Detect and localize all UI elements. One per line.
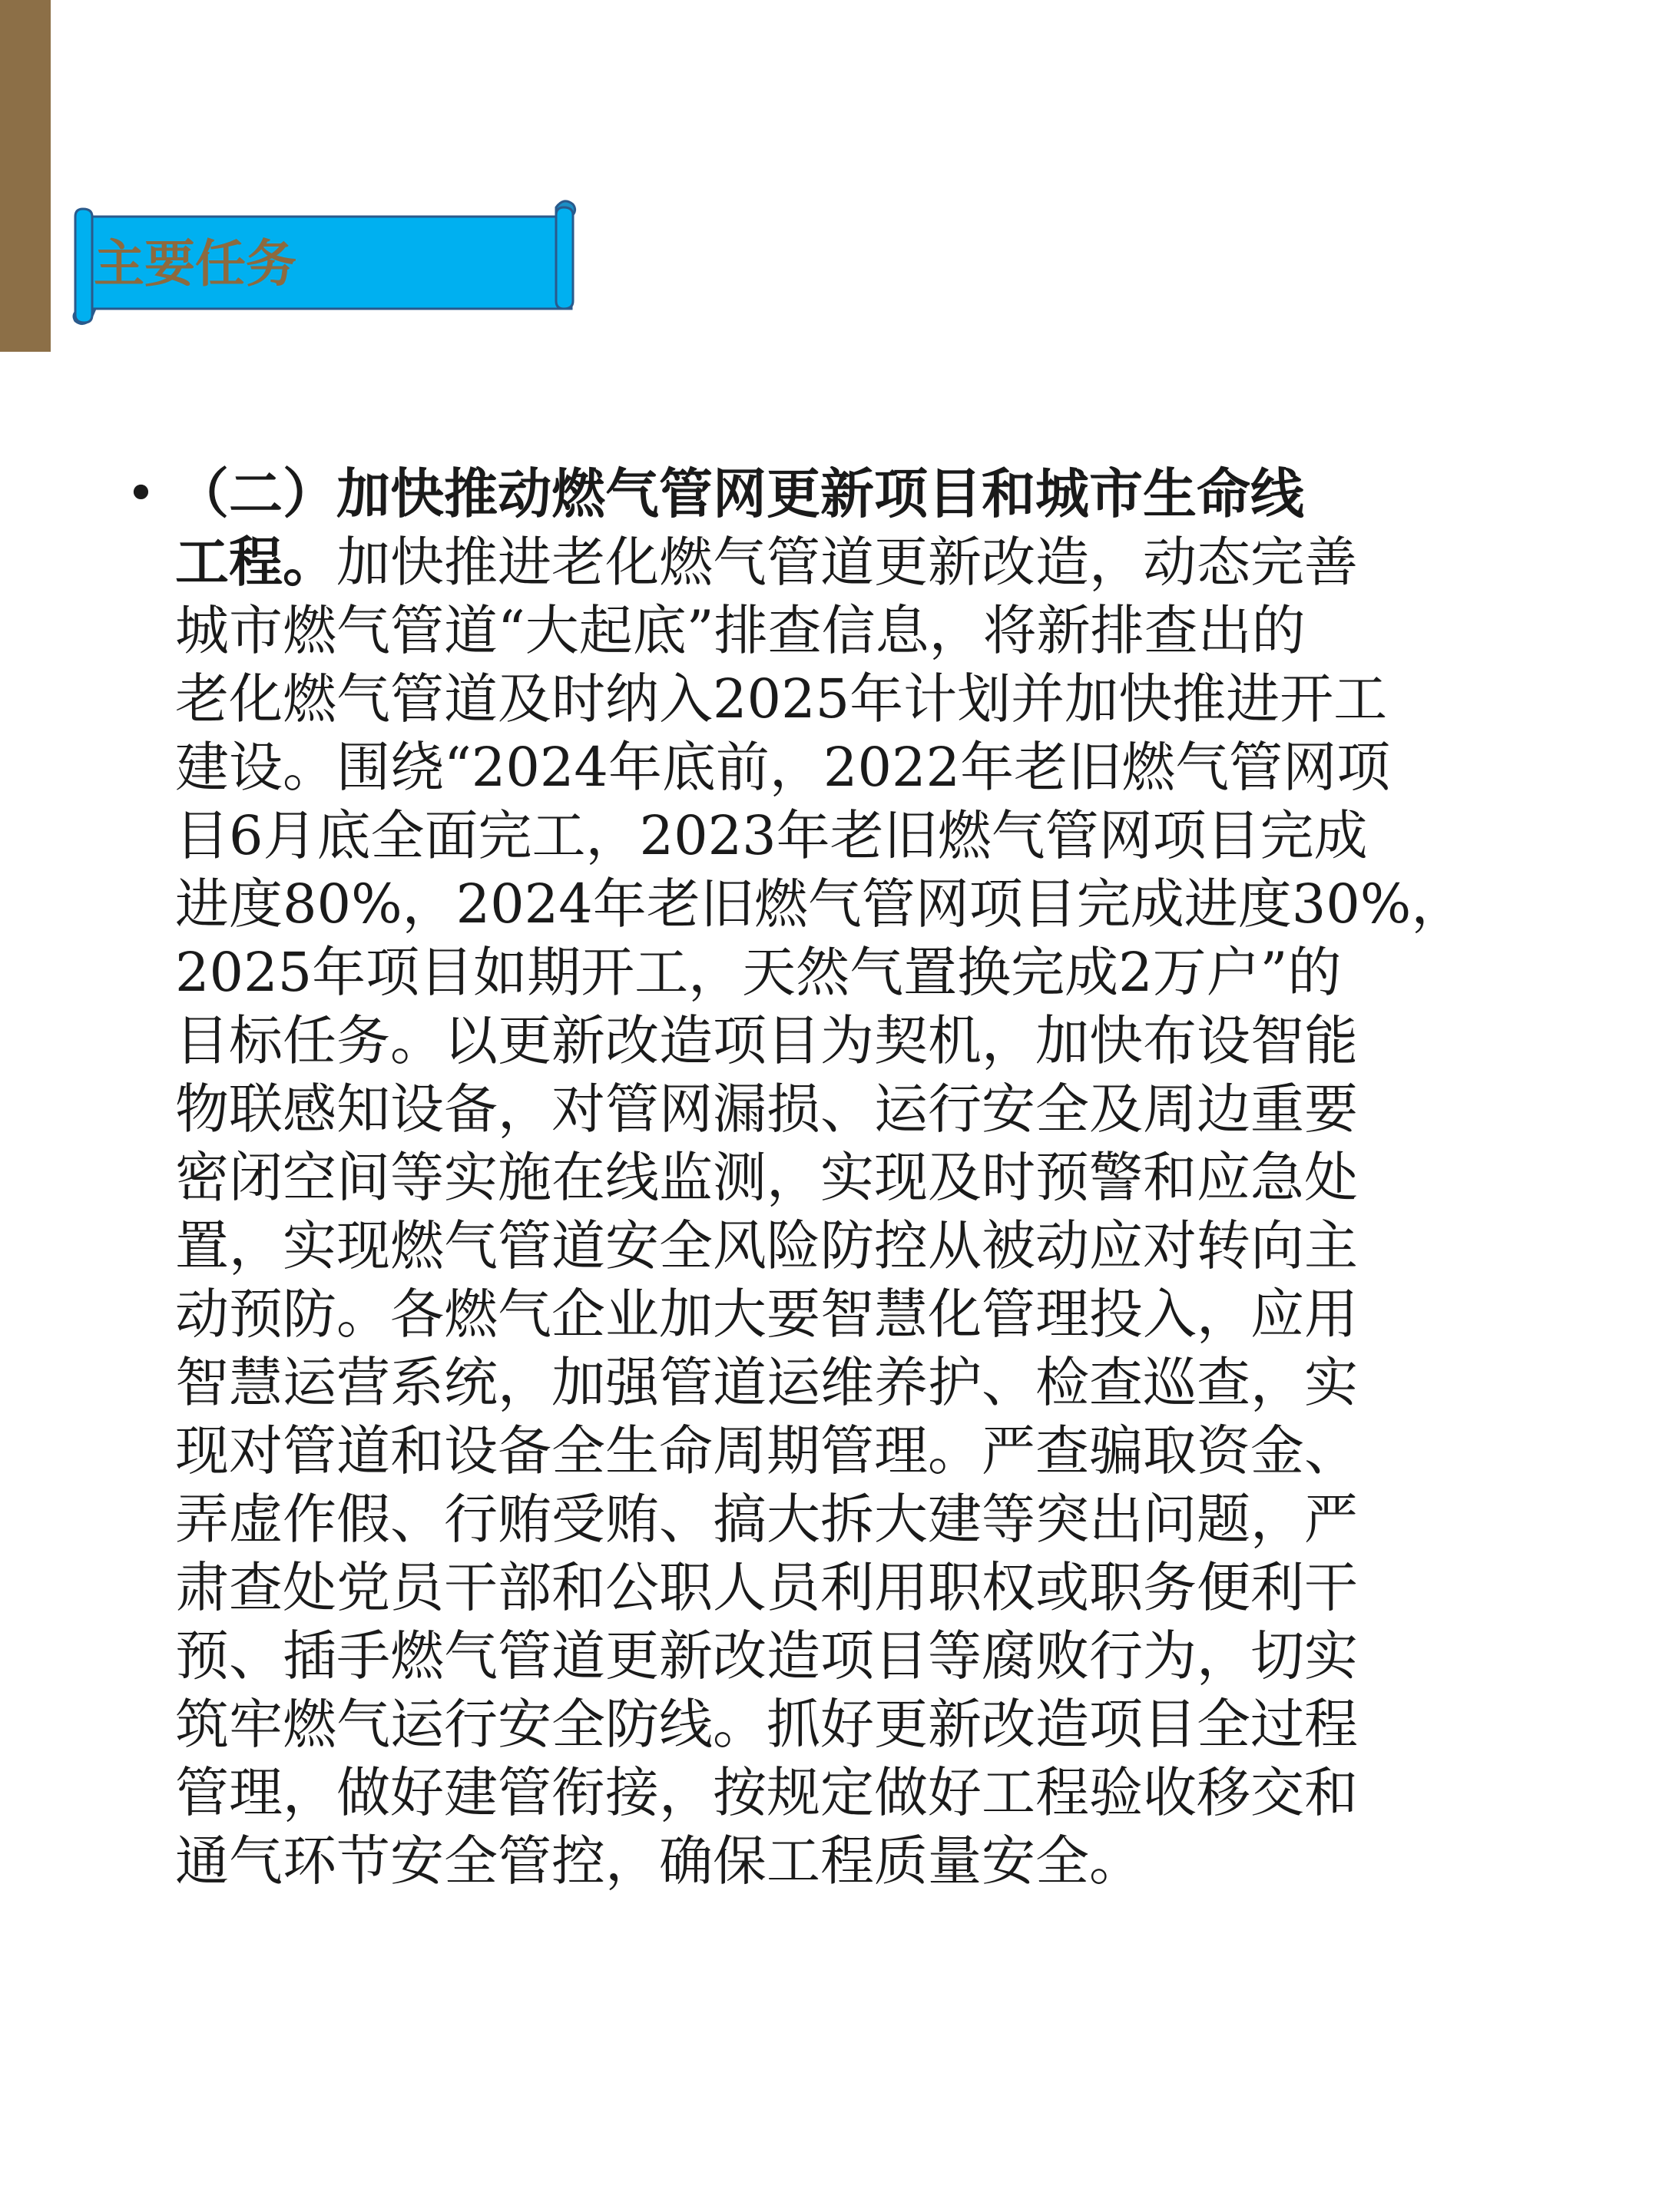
text-line: 弄虚作假、行贿受贿、搞大拆大建等突出问题，严	[175, 1488, 1358, 1551]
text-line: 现对管道和设备全生命周期管理。严查骗取资金、	[175, 1419, 1358, 1482]
section-title: 主要任务	[94, 234, 296, 293]
text-line: 动预防。各燃气企业加大要智慧化管理投入，应用	[175, 1283, 1358, 1346]
text-line: 物联感知设备，对管网漏损、运行安全及周边重要	[175, 1078, 1358, 1141]
text-line: 建设。围绕“2024年底前，2022年老旧燃气管网项	[175, 736, 1391, 799]
text-line: 密闭空间等实施在线监测，实现及时预警和应急处	[175, 1146, 1358, 1209]
lead-heading-line: （二）加快推动燃气管网更新项目和城市生命线	[175, 462, 1304, 525]
text-line: 管理，做好建管衔接，按规定做好工程验收移交和	[175, 1761, 1358, 1824]
text-line: 2025年项目如期开工，天然气置换完成2万户”的	[175, 941, 1342, 1004]
bullet-marker: •	[126, 464, 156, 523]
text-line: 目6月底全面完工，2023年老旧燃气管网项目完成	[175, 804, 1368, 867]
text-line: 城市燃气管道“大起底”排查信息，将新排查出的	[175, 599, 1306, 662]
task-paragraph	[132, 459, 1553, 1896]
text-line: 智慧运营系统，加强管道运维养护、检查巡查，实	[175, 1351, 1358, 1414]
text-line-segment: 加快推进老化燃气管道更新改造，动态完善	[336, 531, 1358, 594]
section-banner	[65, 194, 587, 329]
text-line: 目标任务。以更新改造项目为契机，加快布设智能	[175, 1009, 1358, 1072]
task-content	[126, 459, 1553, 1896]
text-line: 老化燃气管道及时纳入2025年计划并加快推进开工	[175, 667, 1388, 730]
text-line: 预、插手燃气管道更新改造项目等腐败行为，切实	[175, 1624, 1358, 1687]
text-line: 置，实现燃气管道安全风险防控从被动应对转向主	[175, 1214, 1358, 1277]
text-line: 进度80%，2024年老旧燃气管网项目完成进度30%，	[175, 873, 1465, 935]
side-accent-bar	[0, 0, 51, 352]
text-line: 肃查处党员干部和公职人员利用职权或职务便利干	[175, 1556, 1358, 1619]
text-line: 筑牢燃气运行安全防线。抓好更新改造项目全过程	[175, 1693, 1358, 1756]
text-line	[175, 528, 1553, 597]
text-line: 通气环节安全管控，确保工程质量安全。	[175, 1830, 1143, 1892]
lead-heading-tail: 工程。	[175, 530, 336, 594]
